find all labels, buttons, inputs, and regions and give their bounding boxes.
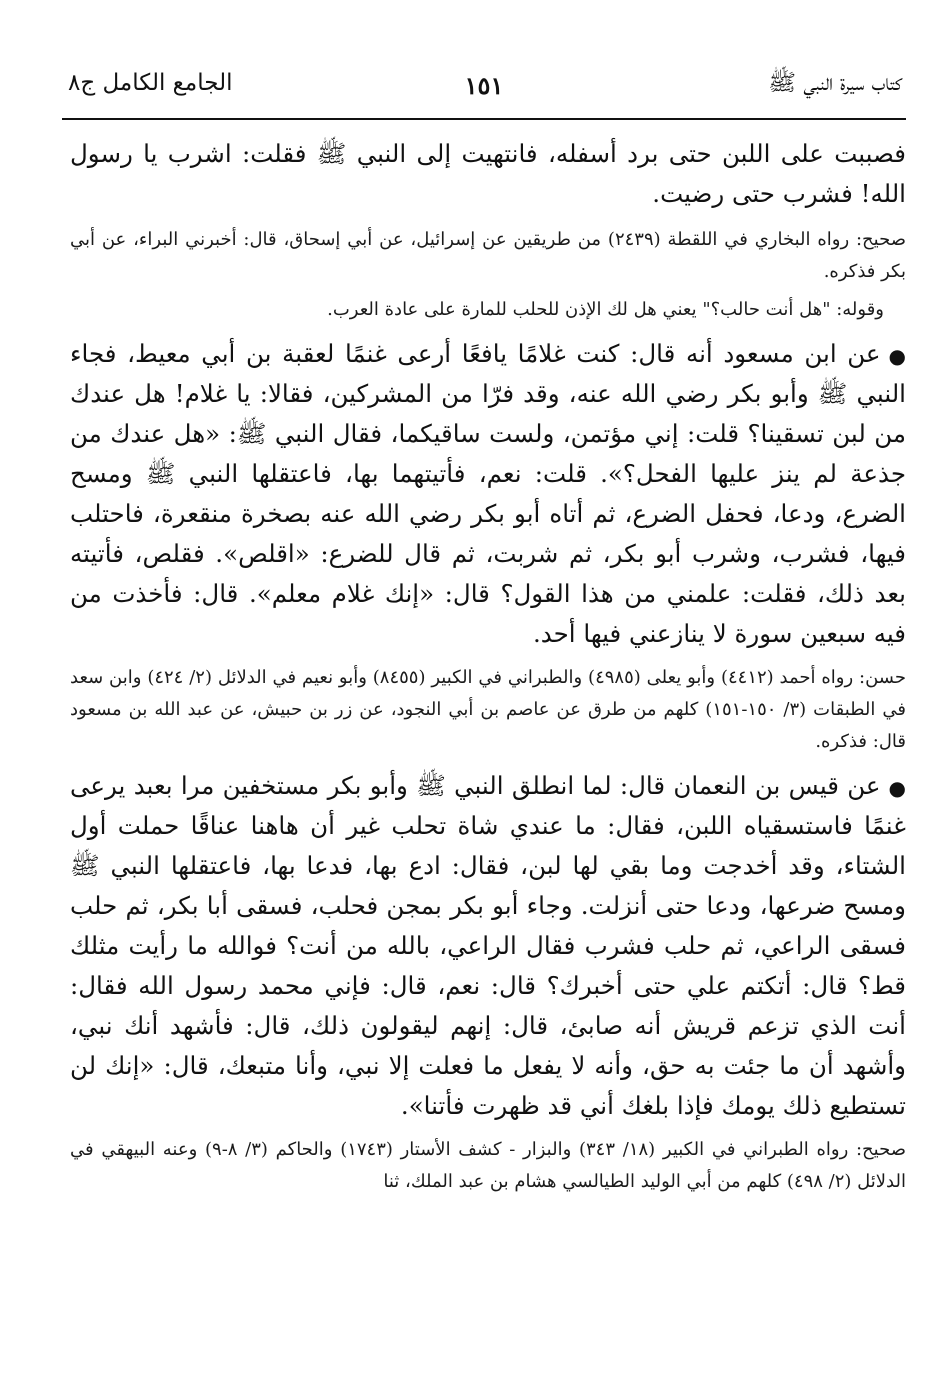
source-note-1: صحيح: رواه البخاري في اللقطة (٢٤٣٩) من طريقين عن إسرائيل، عن أبي إسحاق، قال: أخبرني البراء، عن أبي بكر فذكره.: [70, 229, 906, 282]
book-page: [62, 58, 906, 1368]
page-number: ١٥١: [464, 71, 504, 100]
page-content: [70, 134, 906, 1202]
page-header: [62, 58, 906, 116]
running-head-left: الجامع الكامل ج٨: [68, 70, 233, 96]
main-paragraph-2: [70, 334, 906, 654]
explanatory-note: وقوله: "هل أنت حالب؟" يعني هل لك الإذن للحلب للمارة على عادة العرب.: [327, 299, 884, 320]
source-note-3: صحيح: رواه الطبراني في الكبير (١٨/ ٣٤٣) والبزار - كشف الأستار (١٧٤٣) والحاكم (٣/ ٨-٩) وعنه البيهقي في الدلائل (٢/ ٤٩٨) كلهم من أبي الوليد الطيالسي هشام بن عبد الملك، ثنا: [70, 1139, 906, 1192]
running-head-right: كتاب سيرة النبي ﷺ: [768, 70, 902, 96]
bullet-icon: ●: [888, 343, 906, 368]
main-paragraph-3: [70, 766, 906, 1126]
header-divider: [62, 118, 906, 120]
main-paragraph-2-text: عن ابن مسعود أنه قال: كنت غلامًا يافعًا أرعى غنمًا لعقبة بن أبي معيط، فجاء النبي ﷺ وأبو بكر رضي الله عنه، وقد فرّا من المشركين، فقالا: يا غلام! هل عندك من لبن تسقينا؟ قلت: إني مؤتمن، ولست ساقيكما، فقال النبي ﷺ: «هل عندك من جذعة لم ينز عليها الفحل؟». قلت: نعم، فأتيتهما بها، فاعتقلها النبي ﷺ ومسح الضرع، ودعا، فحفل الضرع، ثم أتاه أبو بكر رضي الله عنه بصخرة منقعرة، فاحتلب فيها، فشرب، وشرب أبو بكر، ثم شربت، ثم قال للضرع: «اقلص». فقلص، فأتيته بعد ذلك، فقلت: علمني من هذا القول؟ قال: «إنك غلام معلم». قال: فأخذت من فيه سبعين سورة لا ينازعني فيها أحد.: [70, 339, 906, 648]
bullet-icon: ●: [888, 775, 906, 800]
main-paragraph-1: فصببت على اللبن حتى برد أسفله، فانتهيت إلى النبي ﷺ فقلت: اشرب يا رسول الله! فشرب حتى رضيت.: [70, 139, 906, 208]
main-paragraph-3-text: عن قيس بن النعمان قال: لما انطلق النبي ﷺ وأبو بكر مستخفين مرا بعبد يرعى غنمًا فاستسقياه اللبن، فقال: ما عندي شاة تحلب غير أن هاهنا عناقًا حملت أول الشتاء، وقد أخدجت وما بقي لها لبن، فقال: ادع بها، فدعا بها، فاعتقلها النبي ﷺ ومسح ضرعها، ودعا حتى أنزلت. وجاء أبو بكر بمجن فحلب، فسقى أبا بكر، ثم حلب فسقى الراعي، ثم حلب فشرب فقال الراعي، بالله من أنت؟ فوالله ما رأيت مثلك قط؟ قال: أتكتم علي حتى أخبرك؟ قال: نعم، قال: فإني محمد رسول الله فقال: أنت الذي تزعم قريش أنه صابئ، قال: إنهم ليقولون ذلك، قال: فأشهد أنك نبي، وأشهد أن ما جئت به حق، وأنه لا يفعل ما فعلت إلا نبي، وأنا متبعك، قال: «إنك لن تستطيع ذلك يومك فإذا بلغك أني قد ظهرت فأتنا».: [70, 771, 906, 1120]
source-note-2: حسن: رواه أحمد (٤٤١٢) وأبو يعلى (٤٩٨٥) والطبراني في الكبير (٨٤٥٥) وأبو نعيم في الدلائل (٢/ ٤٢٤) وابن سعد في الطبقات (٣/ ١٥٠-١٥١) كلهم من طرق عن عاصم بن أبي النجود، عن زر بن حبيش، عن عبد الله بن مسعود قال: فذكره.: [70, 667, 906, 752]
